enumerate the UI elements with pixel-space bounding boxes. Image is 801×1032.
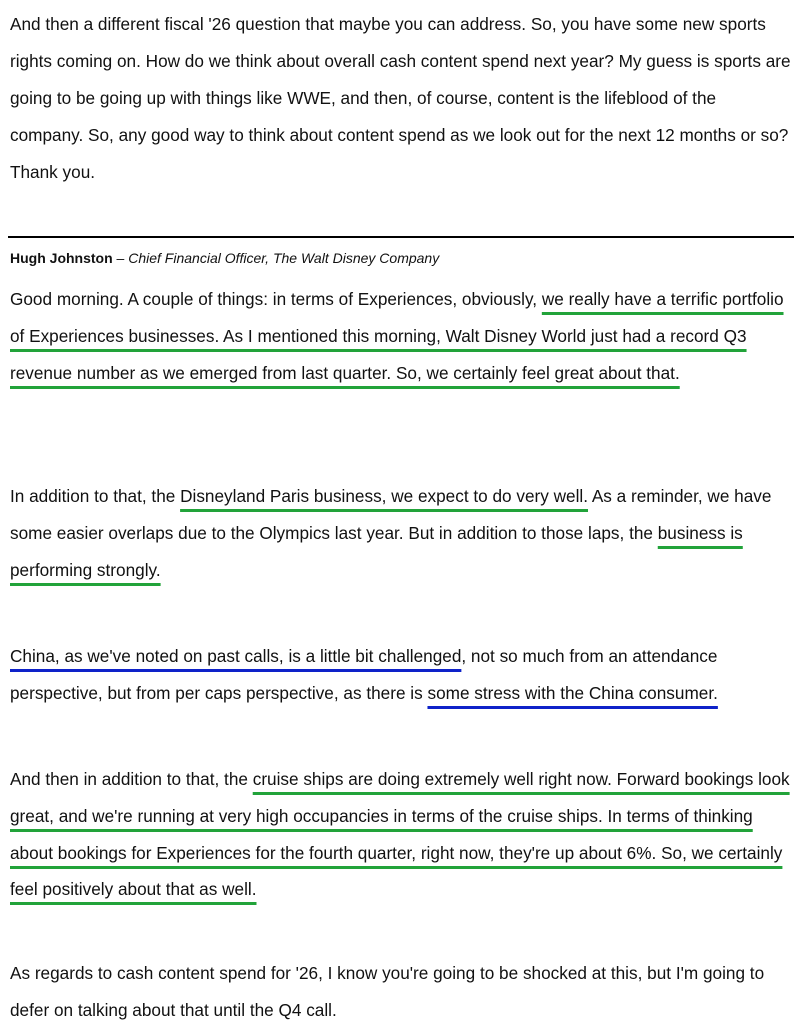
analyst-question: And then a different fiscal '26 question that maybe you can address. So, you have some new sports rights coming on. How do we think about overall cash content spend next year? My guess is sports are going to be going up with things like WWE, and then, of course, content is the lifeblood of the company. So, any good way to think about content spend as we look out for the next 12 months or so? Thank you.: [10, 14, 791, 182]
highlight-positive: business is performing strongly.: [10, 522, 743, 580]
speaker-separator: –: [112, 250, 129, 266]
plain-text: In addition to that, the: [10, 486, 181, 506]
answer-paragraph-experiences: [10, 281, 792, 391]
answer-paragraph-cruise-ships: [10, 761, 792, 908]
answer-paragraph-disneyland-paris: [10, 478, 792, 588]
highlight-positive: Disneyland Paris business, we expect to do very well.: [180, 486, 589, 506]
speaker-header: [10, 248, 439, 268]
highlight-positive: cruise ships are doing extremely well right now. Forward bookings look great, and we're running at very high occupancies in terms of the cruise ships. In terms of thinking about bookings for Experiences for the fourth quarter, right now, they're up about 6%. So, we certainly feel positively about that as well.: [10, 769, 790, 900]
speaker-role: Chief Financial Officer, The Walt Disney Company: [128, 250, 440, 266]
plain-text: , not so much from an attendance perspective, but from per caps perspective, as there is: [10, 646, 718, 703]
plain-text: As regards to cash content spend for '26, I know you're going to be shocked at this, but I'm going to defer on talking about that until the Q4 call.: [10, 963, 765, 1020]
section-divider: [8, 236, 794, 238]
speaker-name: Hugh Johnston: [10, 250, 113, 266]
highlight-negative: China, as we've noted on past calls, is a little bit challenged: [10, 646, 462, 666]
highlight-positive: we really have a terrific portfolio of Experiences businesses. As I mentioned this morning, Walt Disney World just had a record Q3 revenue number as we emerged from last quarter. So, we certainly feel great about that.: [10, 289, 784, 383]
highlight-negative: some stress with the China consumer.: [427, 682, 718, 703]
answer-paragraph-china: [10, 638, 792, 712]
plain-text: As a reminder, we have some easier overlaps due to the Olympics last year. But in addition to those laps, the: [10, 486, 772, 543]
plain-text: Good morning. A couple of things: in terms of Experiences, obviously,: [10, 289, 542, 309]
answer-paragraph-content-spend: [10, 955, 792, 1029]
plain-text: And then in addition to that, the: [10, 769, 253, 789]
